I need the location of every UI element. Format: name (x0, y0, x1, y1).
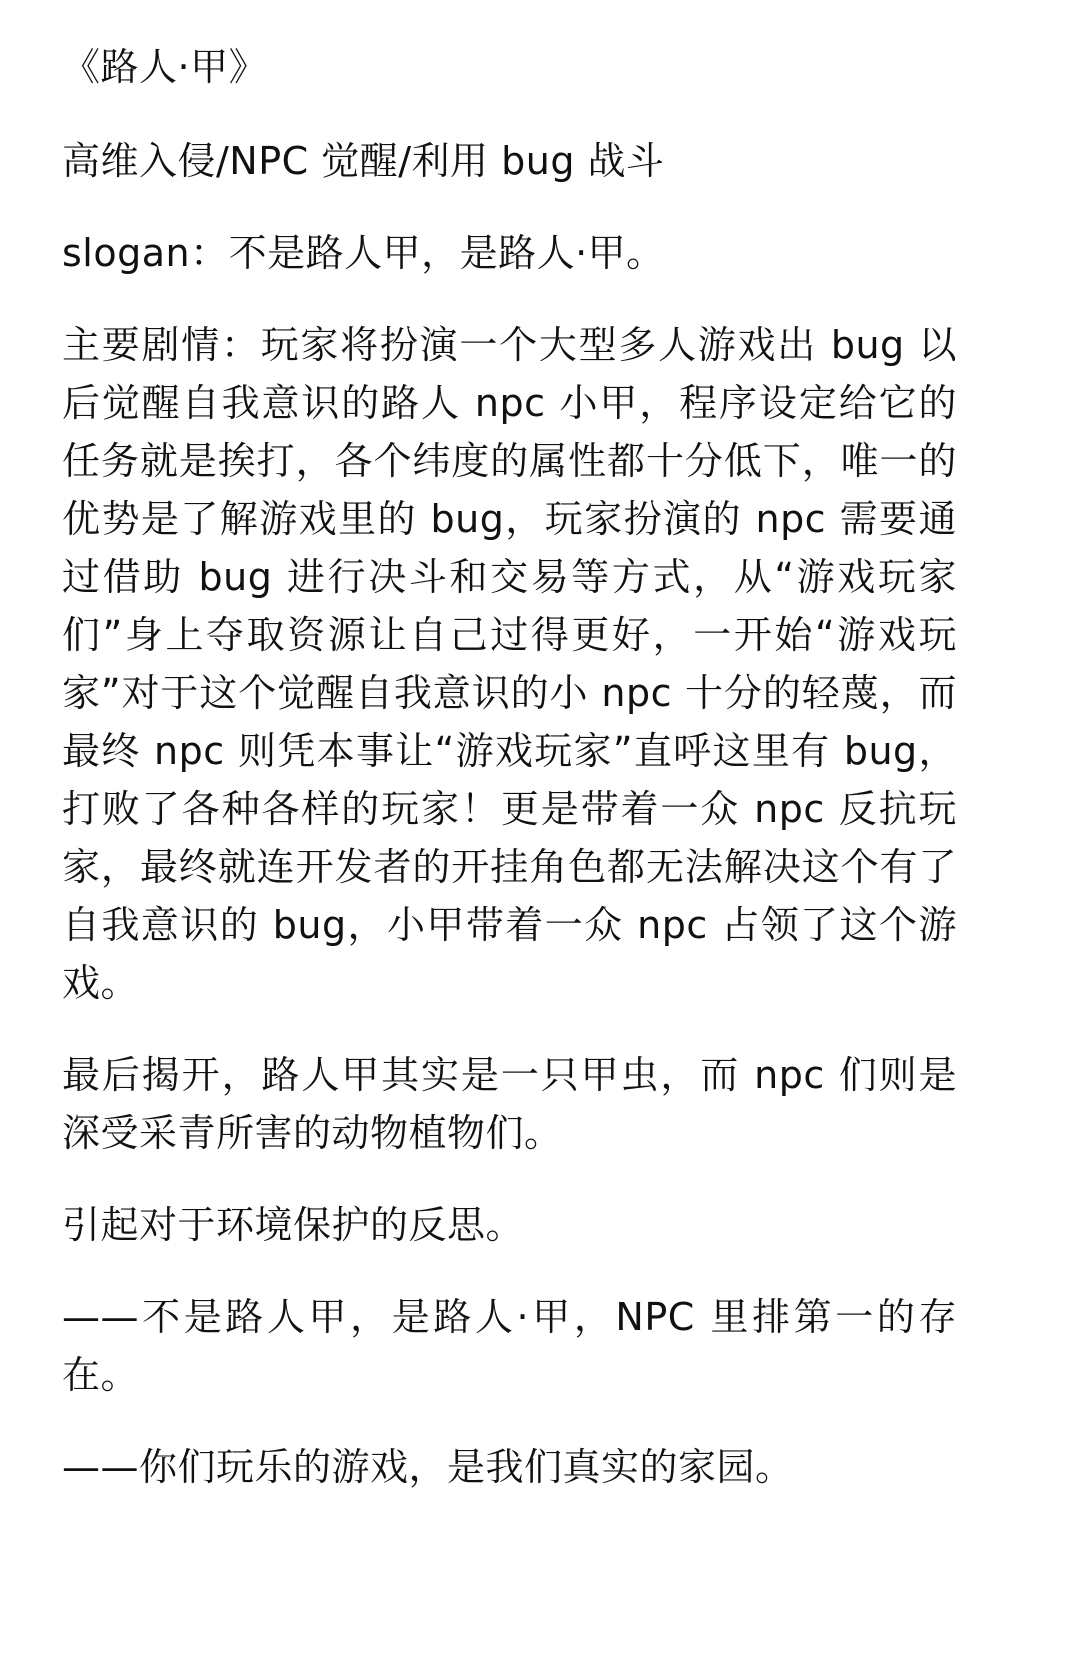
quote-paragraph-2: ——你们玩乐的游戏，是我们真实的家园。 (62, 1445, 794, 1489)
document-title: 《路人·甲》 (62, 45, 268, 89)
reveal-paragraph: 最后揭开，路人甲其实是一只甲虫，而 npc 们则是深受采青所害的动物植物们。 (62, 1053, 957, 1155)
document-body (62, 38, 957, 1530)
slogan-paragraph: slogan：不是路人甲，是路人·甲。 (62, 231, 665, 275)
quote-paragraph-1: ——不是路人甲，是路人·甲，NPC 里排第一的存在。 (62, 1295, 957, 1397)
reflection-paragraph: 引起对于环境保护的反思。 (62, 1203, 525, 1247)
plot-paragraph: 主要剧情：玩家将扮演一个大型多人游戏出 bug 以后觉醒自我意识的路人 npc 小甲，程序设定给它的任务就是挨打，各个纬度的属性都十分低下，唯一的优势是了解游戏里的 bug，玩家扮演的 npc 需要通过借助 bug 进行决斗和交易等方式，从“游戏玩家们”身上夺取资源让自己过得更好，一开始“游戏玩家”对于这个觉醒自我意识的小 npc 十分的轻蔑，而最终 npc 则凭本事让“游戏玩家”直呼这里有 bug，打败了各种各样的玩家！更是带着一众 npc 反抗玩家，最终就连开发者的开挂角色都无法解决这个有了自我意识的 bug，小甲带着一众 npc 占领了这个游戏。 (62, 323, 957, 1005)
genre-tags: 高维入侵/NPC 觉醒/利用 bug 战斗 (62, 139, 665, 183)
